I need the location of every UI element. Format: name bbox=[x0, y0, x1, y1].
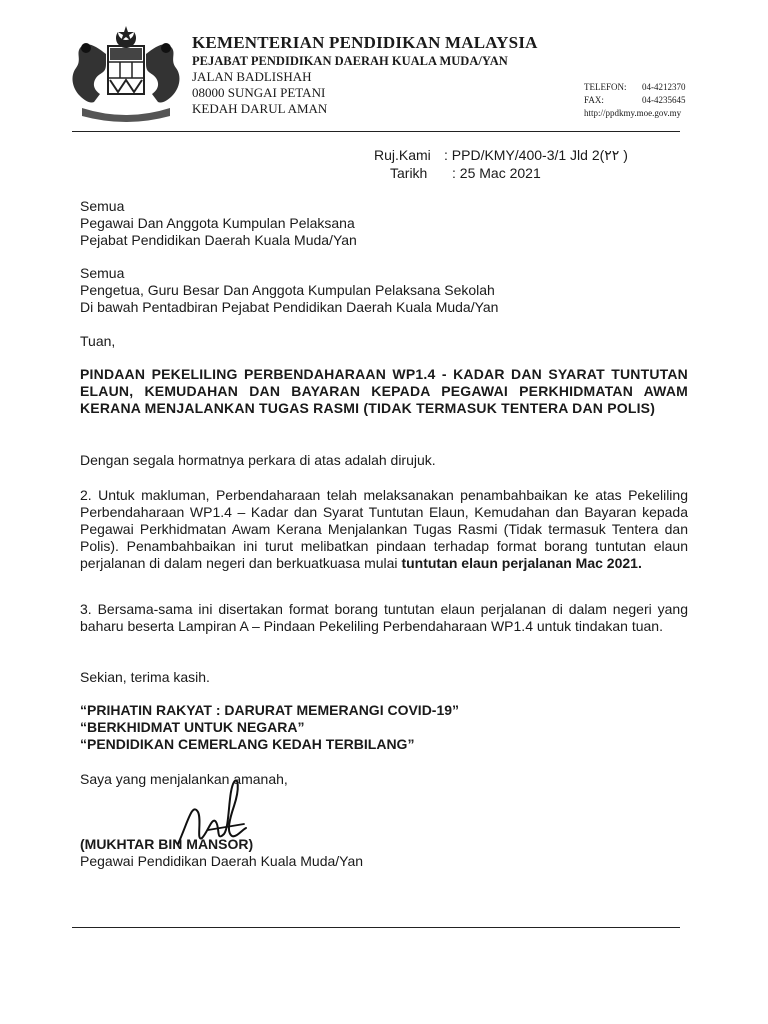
recipient-line: Pejabat Pendidikan Daerah Kuala Muda/Yan bbox=[80, 232, 357, 248]
paragraph-3: 3. Bersama-sama ini disertakan format borang tuntutan elaun perjalanan di dalam negeri yang baharu beserta Lampiran A – Pindaan Pekeliling Perbendaharaan WP1.4 untuk tindakan tuan. bbox=[80, 601, 688, 634]
fax-number: 04-4235645 bbox=[642, 95, 686, 105]
office-name: PEJABAT PENDIDIKAN DAERAH KUALA MUDA/YAN bbox=[192, 54, 508, 68]
recipient-block bbox=[80, 265, 688, 316]
closing-line: Sekian, terima kasih. bbox=[80, 669, 210, 685]
slogan-block bbox=[80, 702, 688, 753]
letterhead-organization bbox=[192, 33, 538, 117]
reference-block bbox=[374, 146, 628, 182]
address-line: JALAN BADLISHAH bbox=[192, 69, 312, 84]
slogan-line: “PENDIDIKAN CEMERLANG KEDAH TERBILANG” bbox=[80, 736, 415, 752]
slogan-line: “BERKHIDMAT UNTUK NEGARA” bbox=[80, 719, 305, 735]
sign-off: Saya yang menjalankan amanah, bbox=[80, 771, 288, 787]
ministry-name: KEMENTERIAN PENDIDIKAN MALAYSIA bbox=[192, 33, 538, 52]
footer-divider bbox=[72, 927, 680, 928]
malaysia-coat-of-arms-logo bbox=[66, 24, 186, 124]
intro-paragraph: Dengan segala hormatnya perkara di atas adalah dirujuk. bbox=[80, 452, 436, 468]
signatory-name: (MUKHTAR BIN MANSOR) bbox=[80, 836, 254, 852]
recipient-line: Pengetua, Guru Besar Dan Anggota Kumpulan Pelaksana Sekolah bbox=[80, 282, 495, 298]
tarikh-value: : 25 Mac 2021 bbox=[452, 165, 541, 181]
paragraph-2-text: 2. Untuk makluman, Perbendaharaan telah melaksanakan penambahbaikan ke atas Pekeliling Perbendaharaan WP1.4 – Kadar dan Syarat Tuntutan Elaun, Kemudahan dan Bayaran kepada Pegawai Perkhidmatan Awam Kerana Menjalankan Tugas Rasmi (Tidak termasuk Tentera dan Polis). Penambahbaikan ini turut melibatkan pindaan terhadap format borang tuntutan elaun perjalanan di dalam negeri dan berkuatkuasa mulai bbox=[80, 487, 688, 571]
recipient-block bbox=[80, 198, 688, 249]
ruj-label: Ruj.Kami bbox=[374, 147, 431, 163]
header-divider bbox=[72, 131, 680, 132]
tarikh-label: Tarikh bbox=[390, 165, 428, 181]
recipient-line: Semua bbox=[80, 265, 125, 281]
recipient-line: Semua bbox=[80, 198, 125, 214]
recipient-line: Pegawai Dan Anggota Kumpulan Pelaksana bbox=[80, 215, 355, 231]
address-line: 08000 SUNGAI PETANI bbox=[192, 85, 326, 100]
recipient-line: Di bawah Pentadbiran Pejabat Pendidikan Daerah Kuala Muda/Yan bbox=[80, 299, 499, 315]
fax-label: FAX: bbox=[584, 95, 604, 105]
salutation: Tuan, bbox=[80, 333, 116, 349]
telefon-label: TELEFON: bbox=[584, 82, 627, 92]
signatory-title: Pegawai Pendidikan Daerah Kuala Muda/Yan bbox=[80, 853, 364, 869]
letterhead-contact bbox=[584, 81, 686, 120]
website-link[interactable]: http://ppdkmy.moe.gov.my bbox=[584, 108, 682, 118]
address-line: KEDAH DARUL AMAN bbox=[192, 101, 328, 116]
signatory-block bbox=[80, 836, 688, 870]
ruj-value: : PPD/KMY/400-3/1 Jld 2(۲۲ ) bbox=[444, 147, 628, 163]
paragraph-2 bbox=[80, 487, 688, 572]
telefon-number: 04-4212370 bbox=[642, 82, 686, 92]
paragraph-2-bold: tuntutan elaun perjalanan Mac 2021. bbox=[401, 555, 642, 571]
letter-subject: PINDAAN PEKELILING PERBENDAHARAAN WP1.4 - KADAR DAN SYARAT TUNTUTAN ELAUN, KEMUDAHAN DAN BAYARAN KEPADA PEGAWAI PERKHIDMATAN AWAM KERANA MENJALANKAN TUGAS RASMI (TIDAK TERMASUK TENTERA DAN POLIS) bbox=[80, 366, 688, 416]
slogan-line: “PRIHATIN RAKYAT : DARURAT MEMERANGI COVID-19” bbox=[80, 702, 460, 718]
